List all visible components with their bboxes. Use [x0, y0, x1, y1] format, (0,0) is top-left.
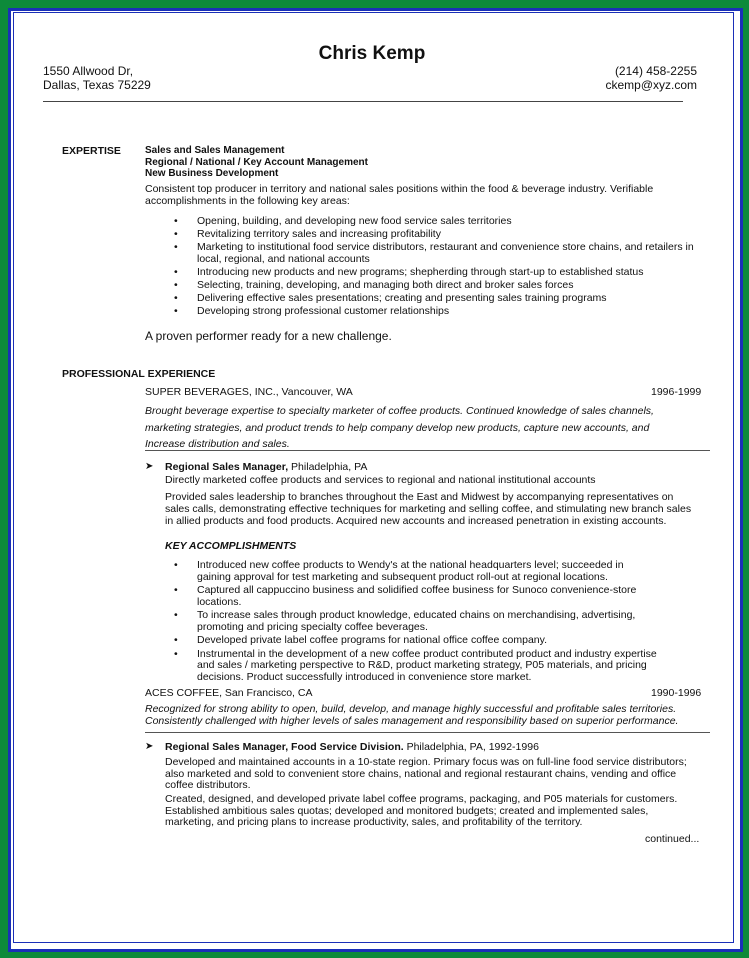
job2-divider [145, 732, 710, 733]
list-item: • Captured all cappuccino business and solidified coffee business for Sunoco convenience-store locations. [145, 585, 660, 608]
job1-summary-line: Brought beverage expertise to specialty marketer of coffee products. Continued knowledge of sales channels, [145, 405, 654, 417]
list-item: • Marketing to institutional food service distributors, restaurant and convenience store chains, and retailers in local, regional, and national accounts [145, 241, 705, 267]
list-item: • Developing strong professional customer relationships [145, 305, 705, 318]
address-line-1: 1550 Allwood Dr, [43, 64, 134, 78]
job1-role-paragraph: Provided sales leadership to branches throughout the East and Midwest by accompanying representatives on sales calls, demonstrating effective techniques for marketing and selling coffee, and stimulating new branch sales in allied products and food products. Acquired new accounts and increased penetration in existing accounts. [165, 491, 692, 527]
expertise-closing: A proven performer ready for a new challenge. [145, 329, 392, 343]
job1-dates: 1996-1999 [651, 386, 702, 398]
job1-role-line: Directly marketed coffee products and services to regional and national institutional accounts [165, 474, 596, 486]
list-item: • Introducing new products and new programs; shepherding through start-up to established status [145, 266, 705, 279]
job2-role-paragraph-2: Created, designed, and developed private label coffee programs, packaging, and P05 materials for customers. Established ambitious sales quotas; developed and monitored budgets; created and implemented sales, marketing, and pricing plans to increase productivity, sales, and profitability of the territory. [165, 793, 678, 828]
list-item: • To increase sales through product knowledge, educated chains on merchandising, advertising, promoting and pricing specialty coffee beverages. [145, 610, 660, 633]
address-line-2: Dallas, Texas 75229 [43, 78, 151, 92]
list-item: • Delivering effective sales presentations; creating and presenting sales training programs [145, 292, 705, 305]
job1-company: SUPER BEVERAGES, INC., Vancouver, WA [145, 386, 353, 398]
job1-divider [145, 450, 710, 451]
job1-role-location: Philadelphia, PA [288, 461, 368, 473]
key-accomplishments-heading: KEY ACCOMPLISHMENTS [165, 540, 297, 552]
job1-summary [145, 403, 705, 453]
address-block [43, 64, 151, 92]
arrow-icon: ➤ [145, 741, 154, 752]
list-item: • Instrumental in the development of a new coffee product contributed product and industry expertise and sales / marketing perspective to R&D, product marketing strategy, P05 materials, and pricing decisions. Product successfully introduced in convenience store market. [145, 649, 660, 684]
job2-dates: 1990-1996 [651, 687, 702, 699]
list-item: • Revitalizing territory sales and increasing profitability [145, 228, 705, 241]
list-item: • Introduced new coffee products to Wendy's at the national headquarters level; succeeded in gaining approval for test marketing and subsequent product roll-out at regional locations. [145, 560, 660, 583]
contact-block [605, 64, 697, 92]
expertise-bullets [145, 215, 705, 317]
expertise-title: Sales and Sales Management [145, 145, 285, 156]
job2-summary [145, 703, 710, 727]
expertise-title: New Business Development [145, 168, 279, 179]
email: ckemp@xyz.com [605, 78, 697, 92]
experience-heading: PROFESSIONAL EXPERIENCE [62, 368, 216, 380]
job2-role-paragraph-1: Developed and maintained accounts in a 10-state region. Primary focus was on full-line food service distributors; also marketed and sold to convenient store chains, national and regional restaurant chains, vending and office coffee distributors. [165, 756, 687, 791]
job1-role-title: Regional Sales Manager, [165, 461, 289, 473]
key-accomplishments-list [145, 560, 660, 685]
header-divider [43, 101, 683, 102]
job2-role [165, 741, 539, 753]
phone: (214) 458-2255 [614, 64, 697, 78]
expertise-title: Regional / National / Key Account Management [145, 156, 368, 168]
expertise-intro: Consistent top producer in territory and national sales positions within the food & beverage industry. Verifiable accomplishments in the following key areas: [145, 183, 654, 207]
job1-summary-line: Increase distribution and sales. [145, 438, 290, 450]
job2-role-location: Philadelphia, PA, 1992-1996 [403, 741, 539, 753]
candidate-name: Chris Kemp [318, 43, 426, 64]
job1-summary-line: marketing strategies, and product trends to help company develop new products, capture new accounts, and [145, 421, 650, 434]
job1-role [165, 461, 367, 473]
continued-note: continued... [645, 833, 700, 845]
job2-company: ACES COFFEE, San Francisco, CA [145, 687, 313, 699]
list-item: • Selecting, training, developing, and managing both direct and broker sales forces [145, 279, 705, 292]
list-item: • Opening, building, and developing new food service sales territories [145, 215, 705, 228]
expertise-heading: EXPERTISE [62, 145, 121, 157]
job2-role-title: Regional Sales Manager, Food Service Division. [165, 741, 404, 753]
job2-summary-line: Consistently challenged with higher levels of sales management and responsibility based on superior performance. [145, 715, 679, 727]
arrow-icon: ➤ [145, 461, 154, 472]
job2-summary-line: Recognized for strong ability to open, build, develop, and manage highly successful and profitable sales territories. [145, 703, 677, 715]
list-item: • Developed private label coffee programs for national office coffee company. [145, 635, 660, 647]
expertise-titles [145, 145, 368, 180]
